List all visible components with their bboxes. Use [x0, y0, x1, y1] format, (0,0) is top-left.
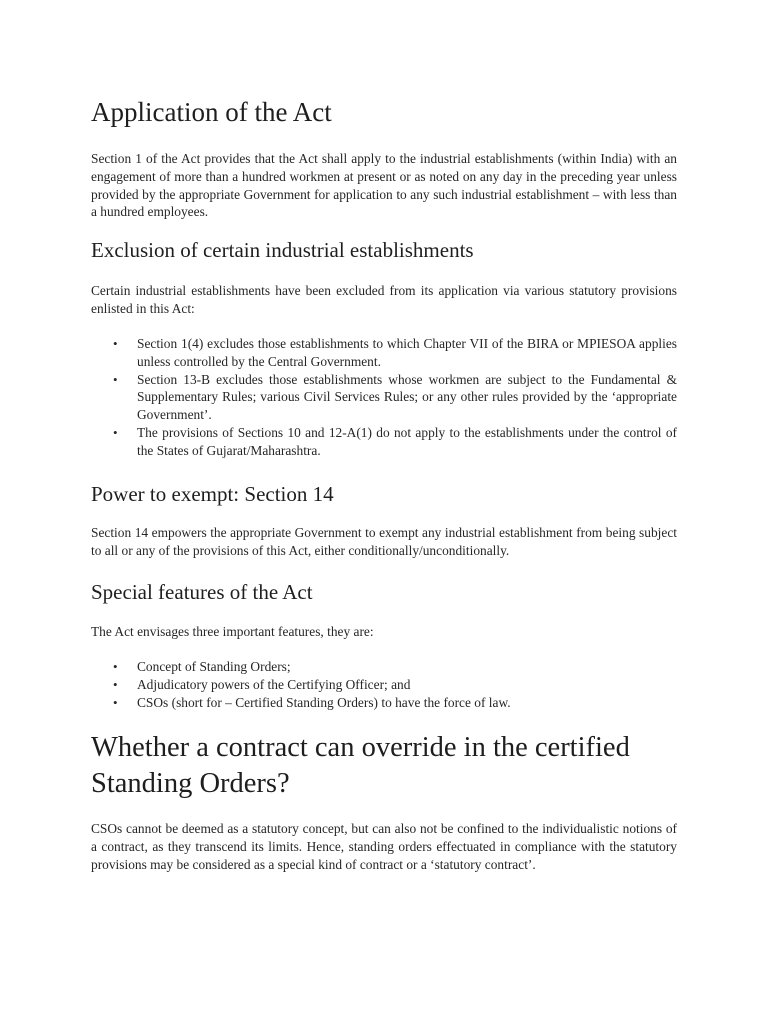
list-item-text: Section 13-B excludes those establishments whose workmen are subject to the Fundamental & Supplementary Rules; various Civil Services Rules; or any other rules provided by the ‘appropriate Government’. — [137, 371, 677, 423]
paragraph-application: Section 1 of the Act provides that the Act shall apply to the industrial establishments (within India) with an engagement of more than a hundred workmen at present or as noted on any day in the preceding year unless provided by the appropriate Government for application to any such industrial establishment – with less than a hundred employees. — [91, 151, 677, 220]
list-item — [91, 694, 677, 712]
list-item-text: Adjudicatory powers of the Certifying Officer; and — [137, 676, 411, 692]
bullet-icon: • — [113, 336, 118, 351]
list-item-text: The provisions of Sections 10 and 12-A(1) do not apply to the establishments under the control of the States of Gujarat/Maharashtra. — [137, 424, 677, 458]
exclusion-bullet-list — [91, 335, 677, 460]
bullet-icon: • — [113, 424, 118, 440]
heading-exclusion: Exclusion of certain industrial establishments — [91, 238, 474, 262]
bullet-icon: • — [113, 371, 118, 387]
paragraph-power-to-exempt: Section 14 empowers the appropriate Government to exempt any industrial establishment from being subject to all or any of the provisions of this Act, either conditionally/unconditionally. — [91, 525, 677, 558]
heading-special-features: Special features of the Act — [91, 580, 313, 604]
bullet-icon: • — [113, 694, 118, 710]
list-item — [91, 676, 677, 694]
bullet-icon: • — [113, 676, 118, 692]
paragraph-contract-override: CSOs cannot be deemed as a statutory concept, but can also not be confined to the individualistic notions of a contract, as they transcend its limits. Hence, standing orders effectuated in compliance with the statutory provisions may be considered as a special kind of contract or a ‘statutory contract’. — [91, 821, 677, 872]
list-item — [91, 335, 677, 371]
heading-contract-override: Whether a contract can override in the certified Standing Orders? — [91, 732, 630, 799]
heading-application-of-the-act: Application of the Act — [91, 97, 332, 127]
list-item-text: CSOs (short for – Certified Standing Orders) to have the force of law. — [137, 694, 511, 710]
list-item-text: Section 1(4) excludes those establishments to which Chapter VII of the BIRA or MPIESOA applies unless controlled by the Central Government. — [137, 336, 677, 369]
list-item — [91, 658, 677, 676]
list-item-text: Concept of Standing Orders; — [137, 659, 291, 674]
list-item — [91, 424, 677, 460]
heading-power-to-exempt: Power to exempt: Section 14 — [91, 482, 334, 506]
list-item — [91, 371, 677, 424]
bullet-icon: • — [113, 659, 118, 674]
paragraph-special-features: The Act envisages three important features, they are: — [91, 624, 374, 639]
features-bullet-list — [91, 658, 677, 711]
paragraph-exclusion: Certain industrial establishments have been excluded from its application via various statutory provisions enlisted in this Act: — [91, 283, 677, 316]
